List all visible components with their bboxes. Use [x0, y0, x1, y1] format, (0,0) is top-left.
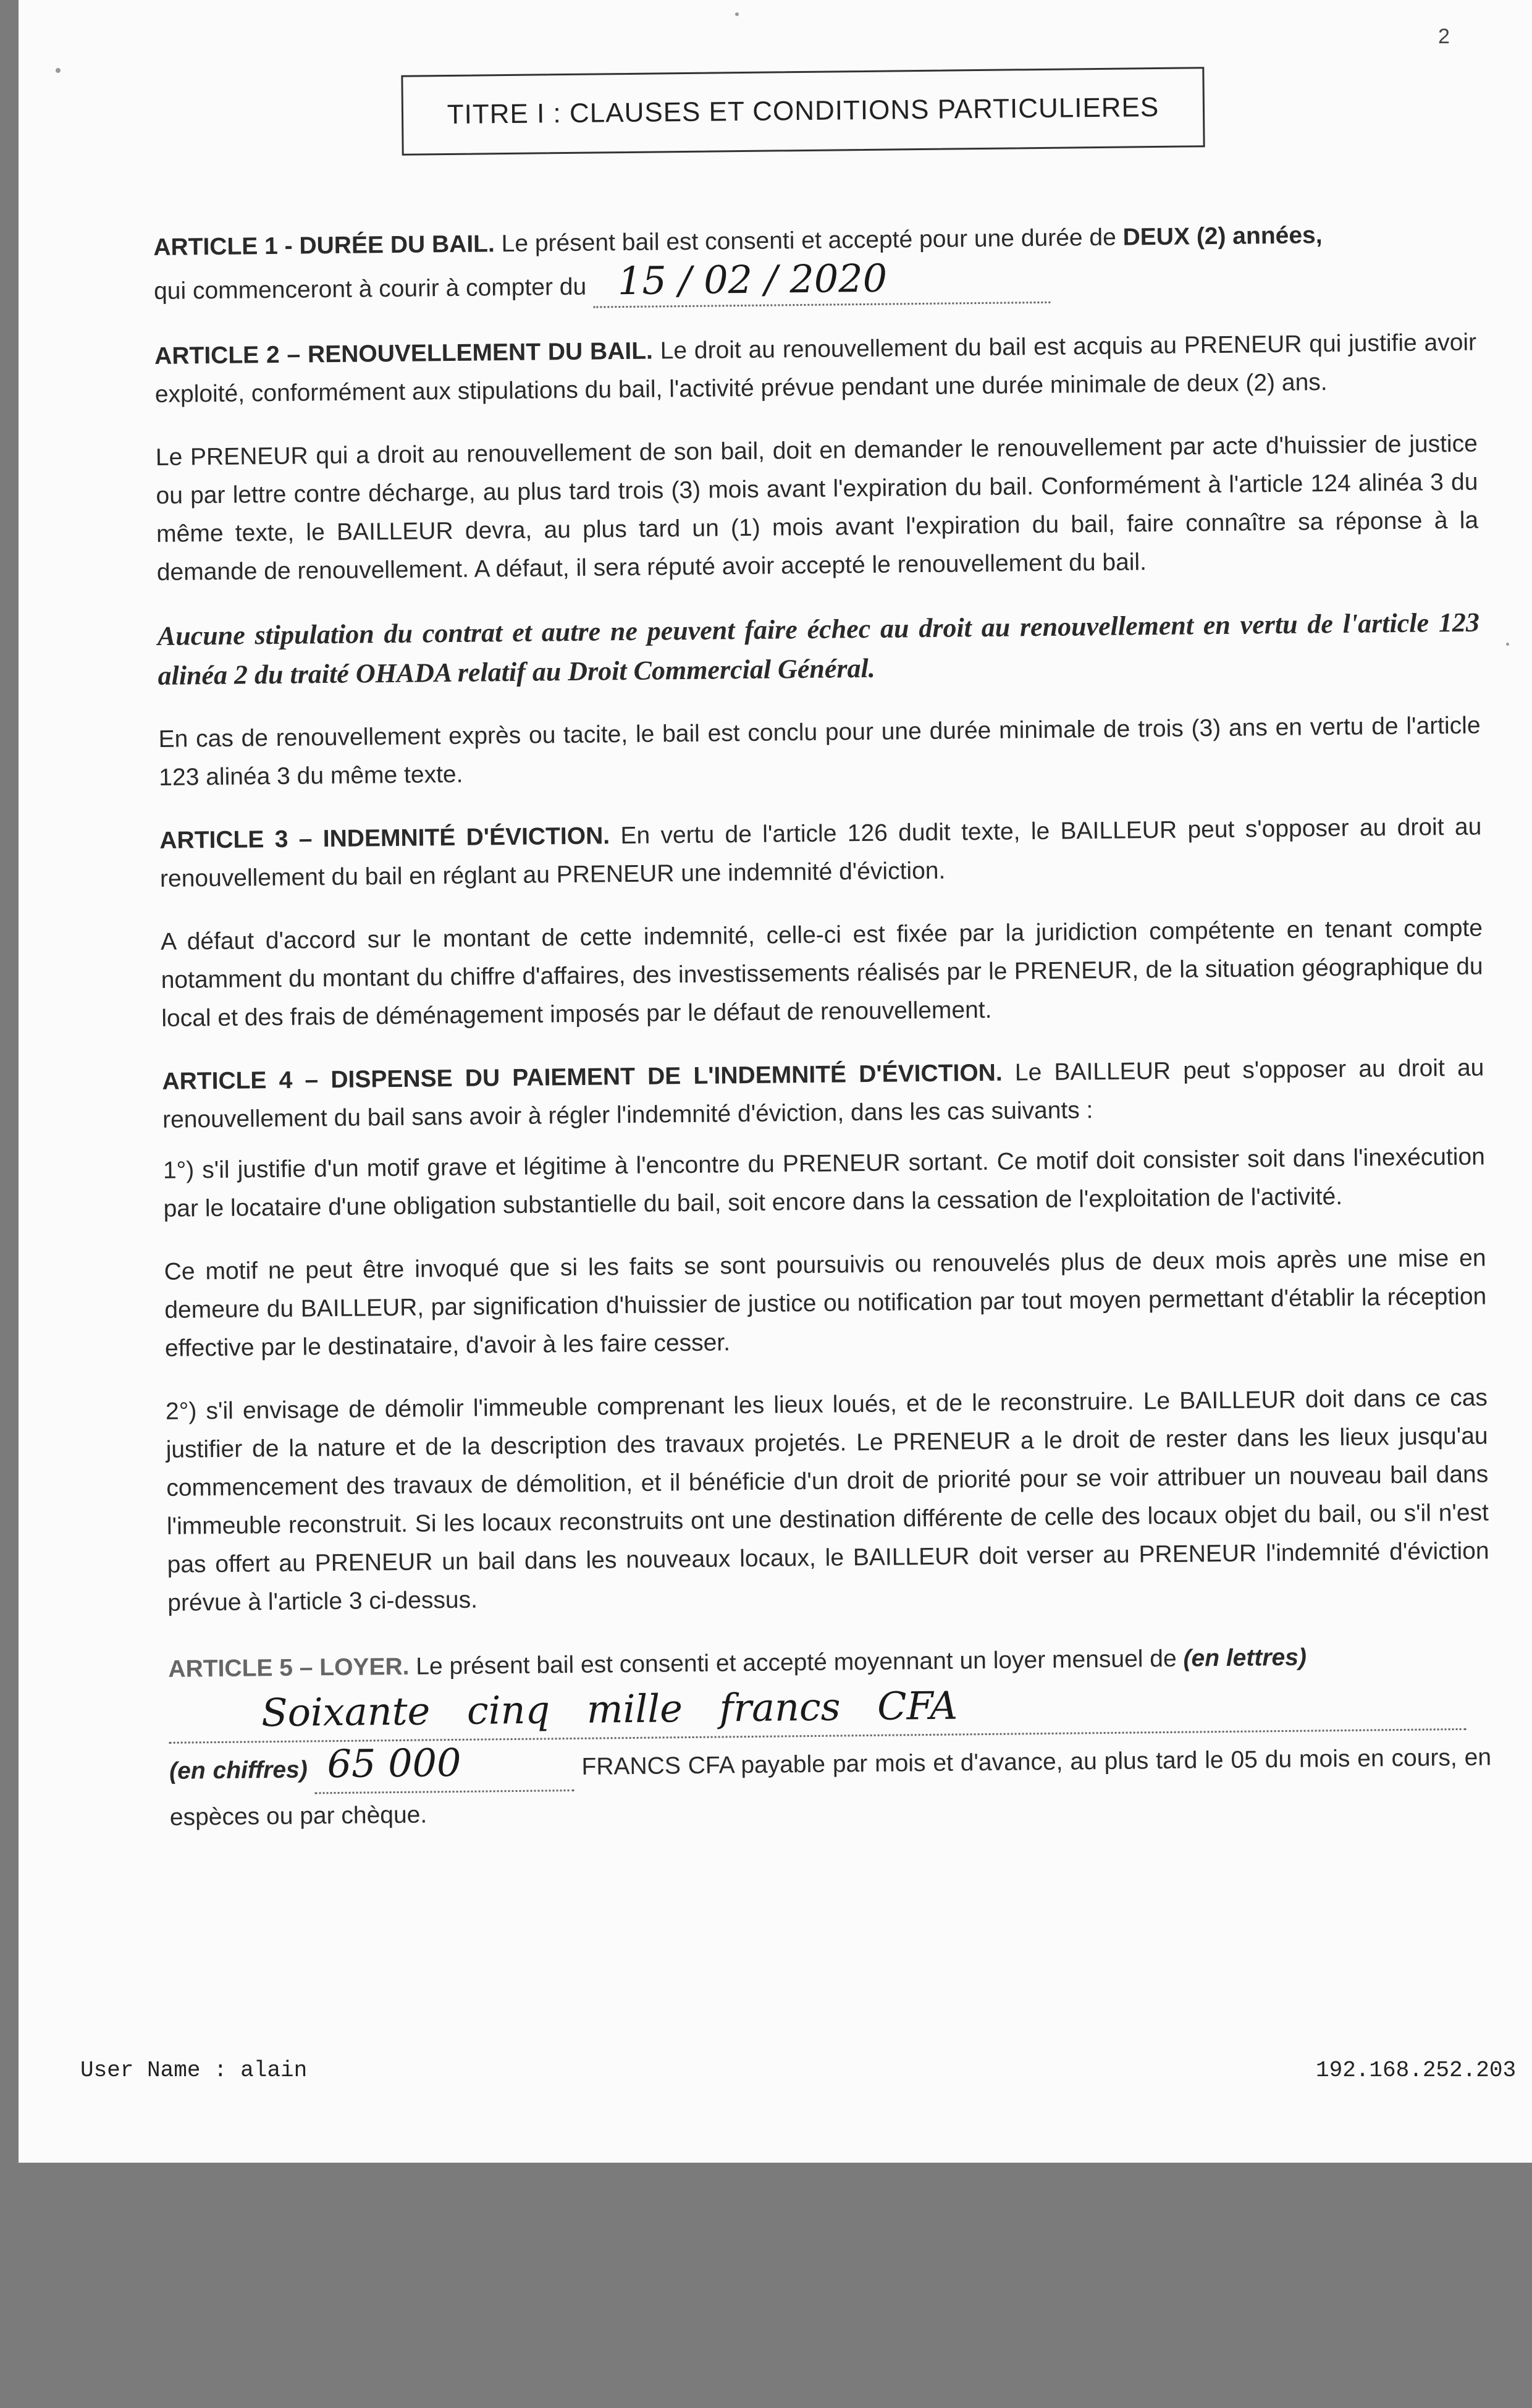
- article-2-paragraph: Le PRENEUR qui a droit au renouvellement de son bail, doit en demander le renouvellement par acte d'huissier de justice ou par lettre contre décharge, au plus tard trois (3) mois avant l'expiration du bail. Conformément à l'article 124 alinéa 3 du même texte, le BAILLEUR devra, au plus tard un (1) mois avant l'expiration du bail, faire connaître sa réponse à la demande de renouvellement. A défaut, il sera réputé avoir accepté le renouvellement du bail.: [155, 430, 1479, 586]
- letters-label: (en lettres): [1183, 1644, 1307, 1672]
- article-4: [162, 1049, 1484, 1139]
- footer-ip: 192.168.252.203: [1316, 2058, 1517, 2083]
- contract-body: [153, 215, 1492, 1865]
- article-1-duration: DEUX (2) années,: [1122, 222, 1323, 251]
- start-date-field: [593, 255, 1051, 308]
- article-5: [168, 1633, 1492, 1840]
- article-2: [154, 324, 1477, 414]
- article-3: [159, 808, 1482, 898]
- article-4-heading: ARTICLE 4 – DISPENSE DU PAIEMENT DE L'INDEMNITÉ D'ÉVICTION.: [162, 1059, 1003, 1095]
- scan-speck: [735, 12, 739, 16]
- scan-speck: [1506, 643, 1509, 646]
- amount-words-field: [169, 1678, 1467, 1744]
- article-2-text: Le droit au renouvellement du bail est acquis au PRENEUR qui justifie avoir exploité, conformément aux stipulations du bail, l'activité prévue pendant une durée minimale de deux (2) ans.: [154, 329, 1477, 408]
- amount-figures-field: [314, 1739, 574, 1794]
- page-title: TITRE I : CLAUSES ET CONDITIONS PARTICULIERES: [447, 91, 1160, 130]
- document-page: [19, 0, 1532, 2163]
- article-5-text: Le présent bail est consenti et accepté moyennant un loyer mensuel de: [416, 1645, 1177, 1680]
- article-1-text: Le présent bail est consenti et accepté pour une durée de: [501, 224, 1117, 258]
- article-4-text: Le BAILLEUR peut s'opposer au droit au renouvellement du bail sans avoir à régler l'indemnité d'éviction, dans les cas suivants :: [162, 1054, 1484, 1133]
- article-1-heading: ARTICLE 1 - DURÉE DU BAIL.: [153, 230, 495, 261]
- article-1: [153, 215, 1476, 313]
- article-2-heading: ARTICLE 2 – RENOUVELLEMENT DU BAIL.: [154, 337, 654, 370]
- article-4-case-2: 2°) s'il envisage de démolir l'immeuble comprenant les lieux loués, et de le reconstruire. Le BAILLEUR doit dans ce cas justifier de la nature et de la description des travaux projetés. Le PRENEUR a le droit de rester dans les lieux jusqu'au commencement des travaux de démolition, et il bénéficie d'un droit de priorité pour se voir attribuer un nouveau bail dans l'immeuble reconstruit. Si les locaux reconstruits ont une destination différente de celle des locaux objet du bail, ou s'il n'est pas offert au PRENEUR un bail dans les nouveaux locaux, le BAILLEUR doit verser au PRENEUR l'indemnité d'éviction prévue à l'article 3 ci-dessus.: [165, 1384, 1489, 1616]
- footer-user: User Name : alain: [80, 2058, 308, 2083]
- article-3-text: En vertu de l'article 126 dudit texte, le BAILLEUR peut s'opposer au droit au renouvellement du bail en réglant au PRENEUR une indemnité d'éviction.: [159, 813, 1482, 892]
- article-2-emphasis: Aucune stipulation du contrat et autre ne peuvent faire échec au droit au renouvellement en vertu de l'article 123 alinéa 2 du traité OHADA relatif au Droit Commercial Général.: [157, 607, 1480, 691]
- start-date-handwritten: 15 / 02 / 2020: [617, 255, 888, 304]
- amount-words-handwritten: Soixante cinq mille francs CFA: [261, 1683, 958, 1736]
- article-5-text-b: FRANCS CFA payable par mois et d'avance, au plus tard le 05 du mois en cours, en espèces ou par chèque.: [169, 1744, 1492, 1831]
- article-4-paragraph: Ce motif ne peut être invoqué que si les faits se sont poursuivis ou renouvelés plus de deux mois après une mise en demeure du BAILLEUR, par signification d'huissier de justice ou notification par tout moyen permettant d'établir la réception effective par le destinataire, d'avoir à les faire cesser.: [164, 1244, 1487, 1362]
- title-box: [401, 67, 1205, 156]
- figures-label: (en chiffres): [169, 1756, 308, 1785]
- article-1-text-b: qui commenceront à courir à compter du: [153, 273, 587, 305]
- page-number: 2: [1438, 25, 1450, 48]
- article-5-heading: ARTICLE 5 – LOYER.: [168, 1653, 410, 1683]
- article-3-paragraph: A défaut d'accord sur le montant de cette indemnité, celle-ci est fixée par la juridiction compétente en tenant compte notamment du montant du chiffre d'affaires, des investissements réalisés par le PRENEUR, de la situation géographique du local et des frais de déménagement imposés par le défaut de renouvellement.: [160, 915, 1483, 1032]
- scan-speck: [56, 68, 61, 73]
- article-3-heading: ARTICLE 3 – INDEMNITÉ D'ÉVICTION.: [159, 822, 610, 854]
- article-2-paragraph: En cas de renouvellement exprès ou tacite, le bail est conclu pour une durée minimale de trois (3) ans en vertu de l'article 123 alinéa 3 du même texte.: [158, 712, 1481, 791]
- article-4-case-1: 1°) s'il justifie d'un motif grave et légitime à l'encontre du PRENEUR sortant. Ce motif doit consister soit dans l'inexécution par le locataire d'une obligation substantielle du bail, soit encore dans la cessation de l'exploitation de l'activité.: [162, 1143, 1486, 1222]
- amount-figures-handwritten: 65 000: [327, 1739, 461, 1787]
